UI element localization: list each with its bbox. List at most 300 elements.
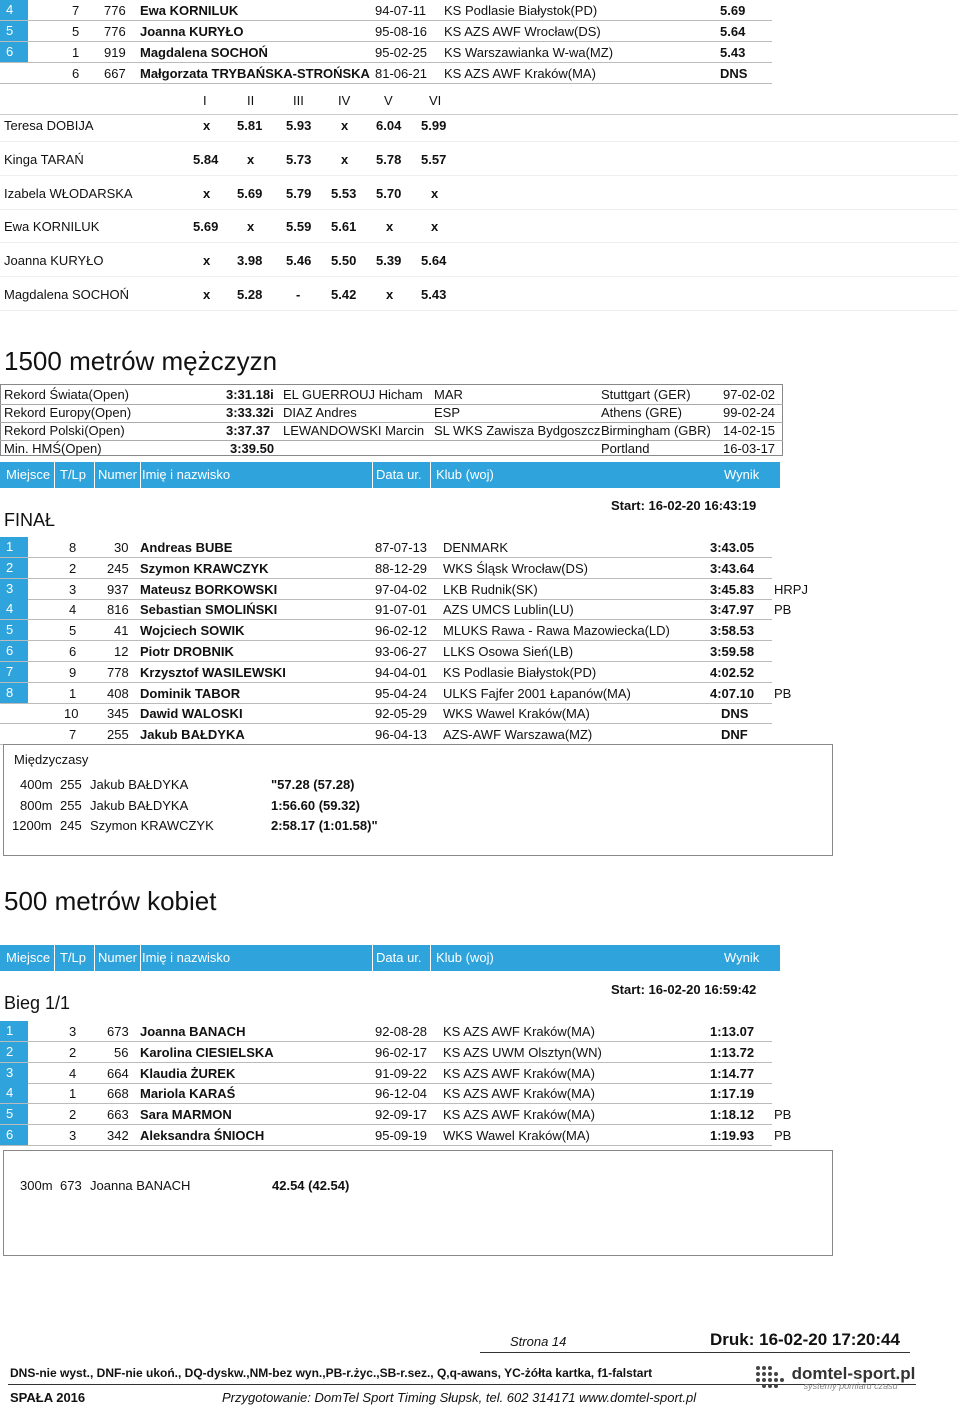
table-row (0, 537, 960, 558)
attempt-row-line (0, 242, 958, 243)
club-cell: MLUKS Rawa - Rawa Mazowiecka(LD) (443, 623, 670, 639)
lp-cell: 6 (69, 644, 77, 659)
header-number: Numer (98, 467, 138, 482)
row-line (0, 83, 772, 84)
table-row (0, 558, 960, 579)
date-cell: 92-08-28 (375, 1024, 428, 1039)
place-cell: 1 (0, 537, 28, 557)
club-cell: WKS Wawel Kraków(MA) (443, 706, 590, 722)
table-row (0, 0, 960, 21)
footer-prepared: Przygotowanie: DomTel Sport Timing Słupsk, tel. 602 314171 www.domtel-sport.pl (222, 1390, 697, 1405)
date-cell: 95-08-16 (375, 24, 428, 39)
number-cell: 345 (107, 706, 129, 722)
result-cell: 5.64 (720, 24, 746, 39)
lp-cell: 1 (72, 45, 80, 60)
lp-cell: 5 (72, 24, 80, 39)
date-cell: 91-09-22 (375, 1065, 428, 1081)
place-cell: 5 (0, 1104, 28, 1124)
date-cell: 96-02-17 (375, 1044, 428, 1060)
number-cell: 816 (107, 602, 129, 618)
name-cell: Małgorzata TRYBAŃSKA-STROŃSKA (140, 66, 370, 81)
attempt-value: x (386, 287, 394, 302)
result-cell: 1:13.72 (710, 1044, 755, 1060)
name-cell: Szymon KRAWCZYK (140, 560, 269, 576)
lp-cell: 4 (69, 1065, 77, 1081)
table-row (0, 1021, 960, 1042)
lp-cell: 2 (69, 1107, 77, 1123)
club-cell: KS AZS AWF Wrocław(DS) (444, 24, 601, 39)
header-number: Numer (98, 950, 138, 965)
header-club: Klub (woj) (436, 950, 494, 965)
result-cell: 5.69 (720, 3, 746, 18)
round-label-women: Bieg 1/1 (4, 993, 71, 1013)
header-place: Miejsce (6, 467, 51, 482)
footer-event: SPAŁA 2016 (10, 1390, 86, 1405)
result-cell: 3:43.64 (710, 560, 755, 576)
splits-box-women (3, 1150, 833, 1256)
split-time: "57.28 (57.28) (271, 777, 355, 792)
date-cell: 96-02-12 (375, 623, 428, 639)
attempt-value: - (296, 287, 301, 302)
number-cell: 12 (114, 644, 129, 659)
result-cell: 5.43 (720, 45, 746, 60)
place-cell: 4 (0, 599, 28, 619)
club-cell: KS Warszawianka W-wa(MZ) (444, 45, 614, 60)
split-number: 673 (60, 1178, 82, 1193)
name-cell: Joanna BANACH (140, 1024, 246, 1039)
header-separator (372, 462, 373, 488)
date-cell: 93-06-27 (375, 644, 428, 659)
name-cell: Piotr DROBNIK (140, 644, 234, 659)
attempt-value: x (247, 219, 255, 235)
date-cell: 88-12-29 (375, 560, 428, 576)
page-number: Strona 14 (510, 1334, 567, 1349)
record-time: 3:39.50 (230, 441, 275, 456)
place-cell: 6 (0, 42, 28, 62)
lp-cell: 5 (69, 623, 77, 639)
result-cell: 4:07.10 (710, 685, 755, 701)
number-cell: 667 (104, 66, 126, 81)
split-name: Jakub BAŁDYKA (90, 777, 189, 792)
footer-line-top (480, 1352, 910, 1353)
header-result: Wynik (724, 467, 760, 482)
name-cell: Karolina CIESIELSKA (140, 1044, 274, 1060)
name-cell: Wojciech SOWIK (140, 623, 245, 639)
split-time: 1:56.60 (59.32) (271, 797, 360, 813)
attempt-value: x (203, 185, 211, 201)
table-row (0, 724, 960, 745)
club-cell: KS AZS AWF Kraków(MA) (443, 1086, 595, 1102)
attempt-col-header: II (247, 93, 255, 108)
club-cell: KS AZS AWF Kraków(MA) (444, 66, 596, 81)
attempt-value: 5.78 (376, 151, 402, 167)
header-separator (140, 462, 141, 488)
attempt-row-line (0, 141, 958, 142)
attempt-value: x (203, 287, 211, 302)
attempt-value: x (341, 118, 349, 133)
date-cell: 92-05-29 (375, 706, 428, 722)
attempt-value: 5.28 (237, 287, 263, 302)
header-separator (54, 462, 55, 488)
name-cell: Andreas BUBE (140, 540, 233, 555)
place-cell: 5 (0, 620, 28, 640)
header-place: Miejsce (6, 950, 51, 965)
date-cell: 94-04-01 (375, 664, 428, 680)
table-row (0, 1042, 960, 1063)
record-holder: LEWANDOWSKI Marcin (283, 423, 425, 438)
attempt-value: x (203, 118, 211, 133)
athlete-name: Ewa KORNILUK (4, 219, 100, 235)
split-time: 42.54 (42.54) (272, 1178, 350, 1193)
date-cell: 95-02-25 (375, 45, 428, 60)
athlete-name: Magdalena SOCHOŃ (4, 287, 129, 302)
note-cell: PB (774, 1107, 792, 1123)
result-cell: 1:14.77 (710, 1065, 755, 1081)
record-label: Rekord Świata(Open) (4, 387, 129, 402)
table-row (0, 641, 960, 662)
split-time: 2:58.17 (1:01.58)" (271, 818, 378, 833)
result-cell: DNS (720, 66, 748, 81)
lp-cell: 1 (69, 685, 77, 701)
table-row (0, 703, 960, 724)
record-label: Rekord Polski(Open) (4, 423, 125, 438)
club-cell: KS AZS AWF Kraków(MA) (443, 1065, 595, 1081)
lp-cell: 1 (69, 1086, 77, 1102)
attempt-value: 3.98 (237, 253, 263, 269)
logo-text: domtel-sport.pl (791, 1364, 916, 1383)
logo-dots-icon (752, 1362, 788, 1394)
club-cell: ULKS Fajfer 2001 Łapanów(MA) (443, 685, 631, 701)
attempt-value: 5.93 (286, 118, 312, 133)
club-cell: LKB Rudnik(SK) (443, 581, 538, 597)
header-separator (430, 945, 431, 971)
lp-cell: 7 (69, 727, 77, 743)
name-cell: Joanna KURYŁO (140, 24, 244, 39)
result-cell: 4:02.52 (710, 664, 755, 680)
record-time: 3:33.32i (226, 405, 274, 420)
record-date: 16-03-17 (723, 441, 776, 456)
event-title-women-500: 500 metrów kobiet (4, 886, 217, 916)
attempt-value: 5.79 (286, 185, 312, 201)
record-date: 99-02-24 (723, 405, 776, 420)
header-name: Imię i nazwisko (142, 950, 231, 965)
lp-cell: 10 (64, 706, 79, 722)
lp-cell: 3 (69, 581, 77, 597)
result-cell: 3:43.05 (710, 540, 755, 555)
table-row (0, 42, 960, 63)
record-nation: MAR (434, 387, 463, 402)
header-club: Klub (woj) (436, 467, 494, 482)
number-cell: 245 (107, 560, 129, 576)
result-cell: 3:58.53 (710, 623, 755, 639)
number-cell: 408 (107, 685, 129, 701)
result-cell: 1:19.93 (710, 1128, 755, 1143)
number-cell: 255 (107, 727, 129, 743)
record-holder: EL GUERROUJ Hicham (283, 387, 423, 402)
footer-legend: DNS-nie wyst., DNF-nie ukoń., DQ-dyskw.,NM-bez wyn.,PB-r.życ.,SB-r.sez., Q,q-awans, YC-żółta kartka, f1-falstart (10, 1366, 653, 1380)
attempt-value: 5.61 (331, 219, 357, 235)
record-place: Birmingham (GBR) (601, 423, 711, 438)
place-cell: 3 (0, 1063, 28, 1083)
attempt-col-header: VI (429, 93, 442, 108)
record-time: 3:37.37 (226, 423, 271, 438)
attempt-value: 5.50 (331, 253, 357, 269)
date-cell: 97-04-02 (375, 581, 428, 597)
split-number: 245 (60, 818, 82, 833)
athlete-name: Teresa DOBIJA (4, 118, 94, 133)
record-label: Rekord Europy(Open) (4, 405, 132, 420)
split-number: 255 (60, 777, 82, 792)
date-cell: 81-06-21 (375, 66, 428, 81)
number-cell: 342 (107, 1128, 129, 1143)
record-nation: ESP (434, 405, 461, 420)
attempt-value: x (386, 219, 394, 235)
number-cell: 776 (104, 3, 126, 18)
record-place: Stuttgart (GER) (601, 387, 691, 402)
attempt-value: 5.42 (331, 287, 357, 302)
club-cell: KS AZS AWF Kraków(MA) (443, 1024, 595, 1039)
table-row (0, 599, 960, 620)
start-time-women: Start: 16-02-20 16:59:42 (611, 982, 757, 997)
result-cell: 1:13.07 (710, 1024, 755, 1039)
record-holder: DIAZ Andres (283, 405, 357, 420)
results-header-bar (0, 462, 780, 488)
attempt-value: x (341, 151, 349, 167)
attempt-value: 5.57 (421, 151, 447, 167)
place-cell: 3 (0, 579, 28, 599)
split-name: Joanna BANACH (90, 1178, 191, 1193)
record-date: 97-02-02 (723, 387, 776, 402)
number-cell: 919 (104, 45, 126, 60)
record-time: 3:31.18i (226, 387, 274, 402)
attempt-value: x (203, 253, 211, 269)
date-cell: 92-09-17 (375, 1107, 428, 1123)
table-row (0, 620, 960, 641)
attempt-value: 5.84 (193, 151, 219, 167)
club-cell: AZS-AWF Warszawa(MZ) (443, 727, 593, 743)
table-row (0, 1125, 960, 1146)
split-distance: 800m (20, 797, 53, 813)
number-cell: 30 (114, 540, 129, 555)
date-cell: 96-04-13 (375, 727, 428, 743)
place-cell: 1 (0, 1021, 28, 1041)
place-cell: 4 (0, 1083, 28, 1103)
split-distance: 300m (20, 1178, 53, 1193)
lp-cell: 7 (72, 3, 80, 18)
club-cell: KS AZS UWM Olsztyn(WN) (443, 1044, 602, 1060)
attempt-value: 5.69 (237, 185, 263, 201)
domtel-logo (752, 1362, 915, 1394)
name-cell: Jakub BAŁDYKA (140, 727, 245, 743)
attempt-col-header: V (384, 93, 393, 108)
date-cell: 94-07-11 (375, 3, 427, 18)
start-time: Start: 16-02-20 16:43:19 (611, 498, 757, 513)
attempt-row-line (0, 175, 958, 176)
club-cell: DENMARK (443, 540, 509, 555)
name-cell: Ewa KORNILUK (140, 3, 239, 18)
number-cell: 663 (107, 1107, 129, 1123)
header-separator (54, 945, 55, 971)
note-cell: PB (774, 1128, 792, 1143)
attempt-value: 5.73 (286, 151, 312, 167)
attempt-value: 5.39 (376, 253, 402, 269)
number-cell: 664 (107, 1065, 129, 1081)
result-cell: 3:59.58 (710, 644, 755, 659)
number-cell: 778 (107, 664, 129, 680)
attempt-value: x (431, 185, 439, 201)
attempt-row-line (0, 276, 958, 277)
attempts-header-line (0, 114, 958, 115)
split-name: Jakub BAŁDYKA (90, 797, 189, 813)
header-result: Wynik (724, 950, 760, 965)
result-cell: 3:45.83 (710, 581, 755, 597)
header-separator (94, 462, 95, 488)
date-cell: 87-07-13 (375, 540, 428, 555)
date-cell: 95-04-24 (375, 685, 428, 701)
table-row (0, 579, 960, 600)
attempt-value: 5.59 (286, 219, 312, 235)
header-date: Data ur. (376, 950, 422, 965)
date-cell: 96-12-04 (375, 1086, 428, 1102)
lp-cell: 3 (69, 1024, 77, 1039)
split-distance: 1200m (12, 818, 52, 833)
name-cell: Sara MARMON (140, 1107, 232, 1123)
result-cell: 1:18.12 (710, 1107, 755, 1123)
attempt-value: 5.70 (376, 185, 402, 201)
attempt-col-header: IV (338, 93, 351, 108)
lp-cell: 2 (69, 1044, 77, 1060)
header-date: Data ur. (376, 467, 422, 482)
place-cell: 6 (0, 641, 28, 661)
attempt-row-line (0, 209, 958, 210)
logo-subtext: systemy pomiaru czasu (803, 1381, 898, 1391)
club-cell: KS Podlasie Białystok(PD) (444, 3, 598, 18)
result-cell: DNF (721, 727, 748, 743)
club-cell: KS AZS AWF Kraków(MA) (443, 1107, 595, 1123)
table-row (0, 683, 960, 704)
splits-title: Międzyczasy (14, 752, 89, 767)
name-cell: Magdalena SOCHOŃ (140, 45, 268, 60)
attempt-value: 5.53 (331, 185, 357, 201)
table-row (0, 21, 960, 42)
split-distance: 400m (20, 777, 53, 792)
round-label: FINAŁ (4, 510, 56, 530)
name-cell: Aleksandra ŚNIOCH (140, 1128, 265, 1143)
number-cell: 41 (114, 623, 129, 639)
record-label: Min. HMŚ(Open) (4, 441, 102, 456)
print-time: Druk: 16-02-20 17:20:44 (710, 1330, 900, 1349)
club-cell: LLKS Osowa Sień(LB) (443, 644, 574, 659)
record-nation: SL WKS Zawisza Bydgoszcz (434, 423, 601, 438)
attempt-value: x (247, 151, 255, 167)
result-cell: DNS (721, 706, 749, 722)
place-cell: 2 (0, 558, 28, 578)
place-cell: 6 (0, 1125, 28, 1145)
split-name: Szymon KRAWCZYK (90, 818, 214, 833)
club-cell: WKS Wawel Kraków(MA) (443, 1128, 590, 1143)
attempt-value: 5.81 (237, 118, 263, 133)
record-line (0, 440, 783, 441)
name-cell: Dominik TABOR (140, 685, 241, 701)
note-cell: PB (774, 602, 792, 618)
attempt-value: 5.99 (421, 118, 447, 133)
place-cell: 8 (0, 683, 28, 703)
name-cell: Sebastian SMOLIŃSKI (140, 602, 278, 618)
athlete-name: Izabela WŁODARSKA (4, 185, 133, 201)
table-row (0, 1063, 960, 1084)
table-row (0, 1104, 960, 1125)
record-place: Portland (601, 441, 650, 456)
note-cell: HRPJ (774, 581, 808, 597)
header-separator (140, 945, 141, 971)
split-number: 255 (60, 797, 82, 813)
name-cell: Mariola KARAŚ (140, 1086, 236, 1102)
name-cell: Krzysztof WASILEWSKI (140, 664, 286, 680)
header-lp: T/Lp (60, 467, 87, 482)
header-name: Imię i nazwisko (142, 467, 231, 482)
place-cell: 2 (0, 1042, 28, 1062)
date-cell: 95-09-19 (375, 1128, 428, 1143)
attempt-value: 5.43 (421, 287, 447, 302)
name-cell: Klaudia ŻUREK (140, 1065, 236, 1081)
club-cell: WKS Śląsk Wrocław(DS) (443, 560, 588, 576)
attempt-col-header: I (203, 93, 207, 108)
attempt-col-header: III (293, 93, 304, 108)
result-cell: 3:47.97 (710, 602, 755, 618)
record-place: Athens (GRE) (601, 405, 682, 420)
number-cell: 673 (107, 1024, 129, 1039)
number-cell: 56 (114, 1044, 129, 1060)
lp-cell: 8 (69, 540, 77, 555)
lp-cell: 4 (69, 602, 77, 618)
results-header-bar-women (0, 945, 780, 971)
attempt-value: 6.04 (376, 118, 402, 133)
lp-cell: 3 (69, 1128, 77, 1143)
event-title-men-1500: 1500 metrów mężczyzn (4, 346, 278, 376)
club-cell: AZS UMCS Lublin(LU) (443, 602, 574, 618)
attempt-value: x (431, 219, 439, 235)
name-cell: Mateusz BORKOWSKI (140, 581, 278, 597)
table-row (0, 1083, 960, 1104)
place-cell: 4 (0, 0, 28, 20)
header-separator (372, 945, 373, 971)
attempt-value: 5.46 (286, 253, 312, 269)
athlete-name: Joanna KURYŁO (4, 253, 104, 269)
table-row (0, 63, 960, 84)
lp-cell: 2 (69, 560, 77, 576)
date-cell: 91-07-01 (375, 602, 428, 618)
name-cell: Dawid WALOSKI (140, 706, 243, 722)
attempt-row-line (0, 310, 958, 311)
number-cell: 668 (107, 1086, 129, 1102)
header-separator (430, 462, 431, 488)
note-cell: PB (774, 685, 792, 701)
attempt-value: 5.64 (421, 253, 447, 269)
athlete-name: Kinga TARAŃ (4, 151, 84, 167)
record-date: 14-02-15 (723, 423, 776, 438)
row-line (0, 1145, 772, 1146)
number-cell: 937 (107, 581, 129, 597)
club-cell: KS Podlasie Białystok(PD) (443, 664, 597, 680)
header-separator (94, 945, 95, 971)
lp-cell: 6 (72, 66, 80, 81)
attempt-value: 5.69 (193, 219, 219, 235)
place-cell: 5 (0, 21, 28, 41)
place-cell: 7 (0, 662, 28, 682)
table-row (0, 662, 960, 683)
number-cell: 776 (104, 24, 126, 39)
lp-cell: 9 (69, 664, 77, 680)
